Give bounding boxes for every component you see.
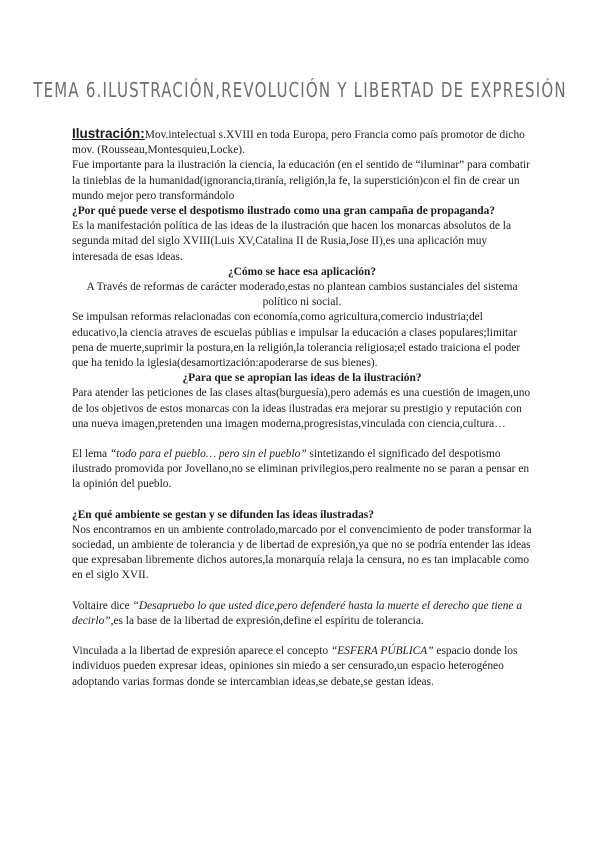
intro-heading: Ilustración:	[72, 126, 145, 141]
esfera-quote: “ESFERA PÚBLICA”	[330, 645, 434, 658]
answer-aplicacion-center: A Través de reformas de carácter moderado,estas no plantean cambios sustanciales del sistema político ni social.	[86, 281, 518, 309]
voltaire-paragraph	[72, 599, 532, 629]
lema-before: El lema	[72, 448, 110, 461]
lema-paragraph	[72, 447, 532, 493]
lema-after: sintetizando el significado del despotismo ilustrado promovida por Jovellano,no se eliminan privilegios,pero realmente no se paran a pensar en la opinión del pueblo.	[72, 448, 530, 491]
esfera-after: espacio donde los individuos pueden expresar ideas, opiniones sin miedo a ser censurado,un espacio heterogéneo adoptando varias formas donde se intercambian ideas,se debate,se gestan ideas.	[72, 645, 518, 688]
question-propaganda: ¿Por qué puede verse el despotismo ilustrado como una gran campaña de propaganda?	[72, 205, 495, 218]
answer-propaganda: Es la manifestación política de las ideas de la ilustración que hacen los monarcas absolutos de la segunda mitad del siglo XVIII(Luis XV,Catalina II de Rusia,Jose II),es una aplicación muy interesada de esas ideas.	[72, 220, 512, 263]
document-body	[72, 126, 532, 690]
answer-aplicacion-body: Se impulsan reformas relacionadas con economía,como agricultura,comercio industria;del educativo,la ciencia atraves de escuelas públias e impulsar la educación a clases populares;limitar pena de muerte,suprimir la postura,en la religión,la tolerancia religiosa;el estado traiciona el poder que ha tenido la iglesia(desamortización:apoderarse de sus bienes).	[72, 311, 521, 370]
spacer	[72, 584, 532, 599]
answer-apropian: Para atender las peticiones de las clases altas(burguesía),pero además es una cuestión de imagen,uno de los objetivos de estos monarcas con la ideas ilustradas era mejorar su prestigio y reputación con una nueva imagen,pretenden una imagen moderna,progresistas,vinculada con ciencia,cultura…	[72, 387, 531, 430]
voltaire-before: Voltaire dice	[72, 599, 133, 612]
esfera-before: Vinculada a la libertad de expresión aparece el concepto	[72, 645, 331, 658]
voltaire-after: ,es la base de la libertad de expresión,define el espíritu de tolerancia.	[110, 614, 424, 627]
question-apropian: ¿Para que se apropian las ideas de la ilustración?	[182, 372, 422, 385]
question-aplicacion: ¿Cómo se hace esa aplicación?	[227, 265, 377, 278]
importance-paragraph: Fue importante para la ilustración la ciencia, la educación (en el sentido de “iluminar” para combatir la tinieblas de la humanidad(ignorancia,tiranía, religión,la fe, la superstición)con el fin de crear un mundo mejor pero transformándolo	[72, 159, 530, 202]
document-title: TEMA 6.ILUSTRACIÓN,REVOLUCIÓN Y LIBERTAD DE EXPRESIÓN	[33, 78, 567, 103]
intro-paragraph	[72, 126, 532, 158]
question-ambiente: ¿En qué ambiente se gestan y se difunden las ideas ilustradas?	[72, 508, 374, 521]
spacer	[72, 629, 532, 644]
esfera-paragraph	[72, 644, 532, 690]
spacer	[72, 493, 532, 508]
voltaire-quote: “Desapruebo lo que usted dice,pero defenderé hasta la muerte el derecho que tiene a decirlo”	[72, 599, 523, 627]
answer-ambiente: Nos encontramos en un ambiente controlado,marcado por el convencimiento de poder transformar la sociedad, un ambiente de tolerancia y de libertad de expresión,ya que no se podría entender las ideas que expresaban libremente dichos autores,la monarquía relaja la censura, no es tan implacable como en el siglo XVII.	[72, 523, 532, 582]
spacer	[72, 432, 532, 447]
intro-text: Mov.intelectual s.XVIII en toda Europa, pero Francia como país promotor de dicho mov. (Rousseau,Montesquieu,Locke).	[72, 129, 525, 157]
lema-quote: “todo para el pueblo… pero sin el pueblo”	[109, 448, 307, 461]
